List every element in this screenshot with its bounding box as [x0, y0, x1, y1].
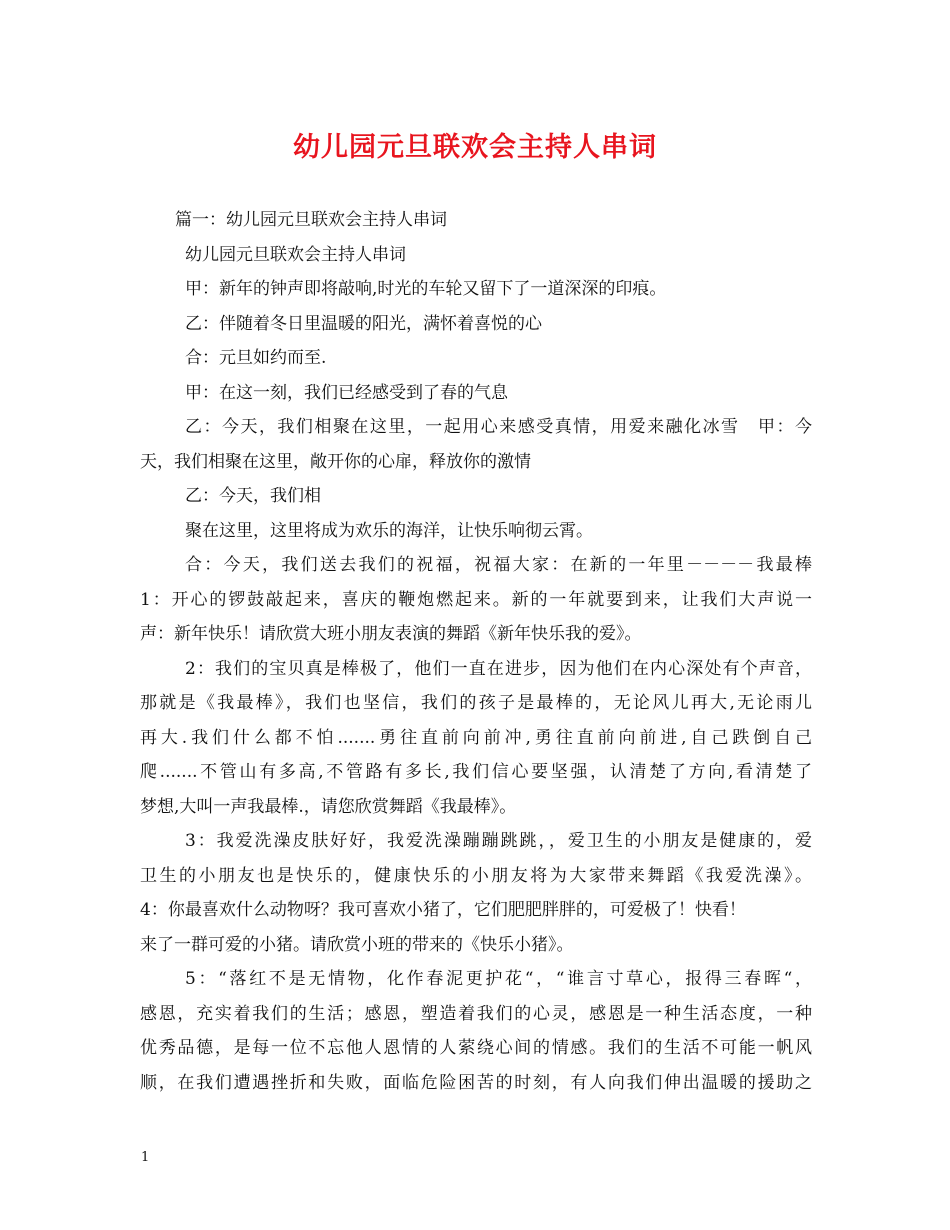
text-line: 乙：伴随着冬日里温暖的阳光，满怀着喜悦的心 [185, 313, 542, 334]
text-line: 来了一群可爱的小猪。请欣赏小班的带来的《快乐小猪》。 [140, 934, 574, 955]
page-number: 1 [141, 1150, 150, 1165]
text-line: 5：“落红不是无情物，化作春泥更护花“，“谁言寸草心，报得三春晖“， [185, 969, 812, 989]
text-line: 声：新年快乐！请欣赏大班小朋友表演的舞蹈《新年快乐我的爱》。 [140, 624, 642, 644]
text-line: 天，我们相聚在这里，敞开你的心扉，释放你的激情 [140, 451, 531, 472]
text-line: 顺，在我们遭遇挫折和失败，面临危险困苦的时刻，有人向我们伸出温暖的援助之 [140, 1072, 812, 1093]
text-line: 篇一：幼儿园元旦联欢会主持人串词 [175, 210, 447, 230]
text-line: 2：我们的宝贝真是棒极了，他们一直在进步，因为他们在内心深处有个声音， [185, 658, 812, 679]
text-line: 合：今天，我们送去我们的祝福，祝福大家：在新的一年里－－－－我最棒 [185, 555, 812, 575]
document-title: 幼儿园元旦联欢会主持人串词 [293, 132, 657, 163]
text-line: 梦想,大叫一声我最棒.，请您欣赏舞蹈《我最棒》。 [140, 796, 517, 817]
text-line: 那就是《我最棒》，我们也坚信，我们的孩子是最棒的，无论风儿再大,无论雨儿 [140, 693, 812, 713]
text-line: 3：我爱洗澡皮肤好好，我爱洗澡蹦蹦跳跳，，爱卫生的小朋友是健康的，爱 [185, 831, 812, 851]
text-line: 聚在这里，这里将成为欢乐的海洋，让快乐响彻云霄。 [185, 520, 593, 541]
text-line: 爬.......不管山有多高,不管路有多长,我们信心要坚强，认清楚了方向,看清楚了 [140, 762, 812, 782]
document-body [140, 203, 812, 1100]
text-line: 感恩，充实着我们的生活；感恩，塑造着我们的心灵，感恩是一种生活态度，一种 [140, 1003, 812, 1024]
text-line: 甲：在这一刻，我们已经感受到了春的气息 [185, 382, 508, 403]
text-line: 1：开心的锣鼓敲起来，喜庆的鞭炮燃起来。新的一年就要到来，让我们大声说一 [140, 589, 812, 610]
text-line: 再大.我们什么都不怕.......勇往直前向前冲,勇往直前向前进,自己跌倒自己 [140, 727, 812, 748]
text-line: 幼儿园元旦联欢会主持人串词 [185, 244, 406, 265]
text-line: 甲：新年的钟声即将敲响,时光的车轮又留下了一道深深的印痕。 [185, 279, 667, 299]
text-line: 乙：今天，我们相 [185, 486, 321, 506]
text-line: 合：元旦如约而至. [185, 348, 327, 368]
text-line: 卫生的小朋友也是快乐的，健康快乐的小朋友将为大家带来舞蹈《我爱洗澡》。 [140, 865, 812, 886]
text-line: 4：你最喜欢什么动物呀？我可喜欢小猪了，它们肥肥胖胖的，可爱极了！快看！ [140, 900, 746, 920]
text-line: 乙：今天，我们相聚在这里，一起用心来感受真情，用爱来融化冰雪 甲：今 [185, 417, 812, 437]
text-line: 优秀品德，是每一位不忘他人恩情的人萦绕心间的情感。我们的生活不可能一帆风 [140, 1038, 812, 1058]
